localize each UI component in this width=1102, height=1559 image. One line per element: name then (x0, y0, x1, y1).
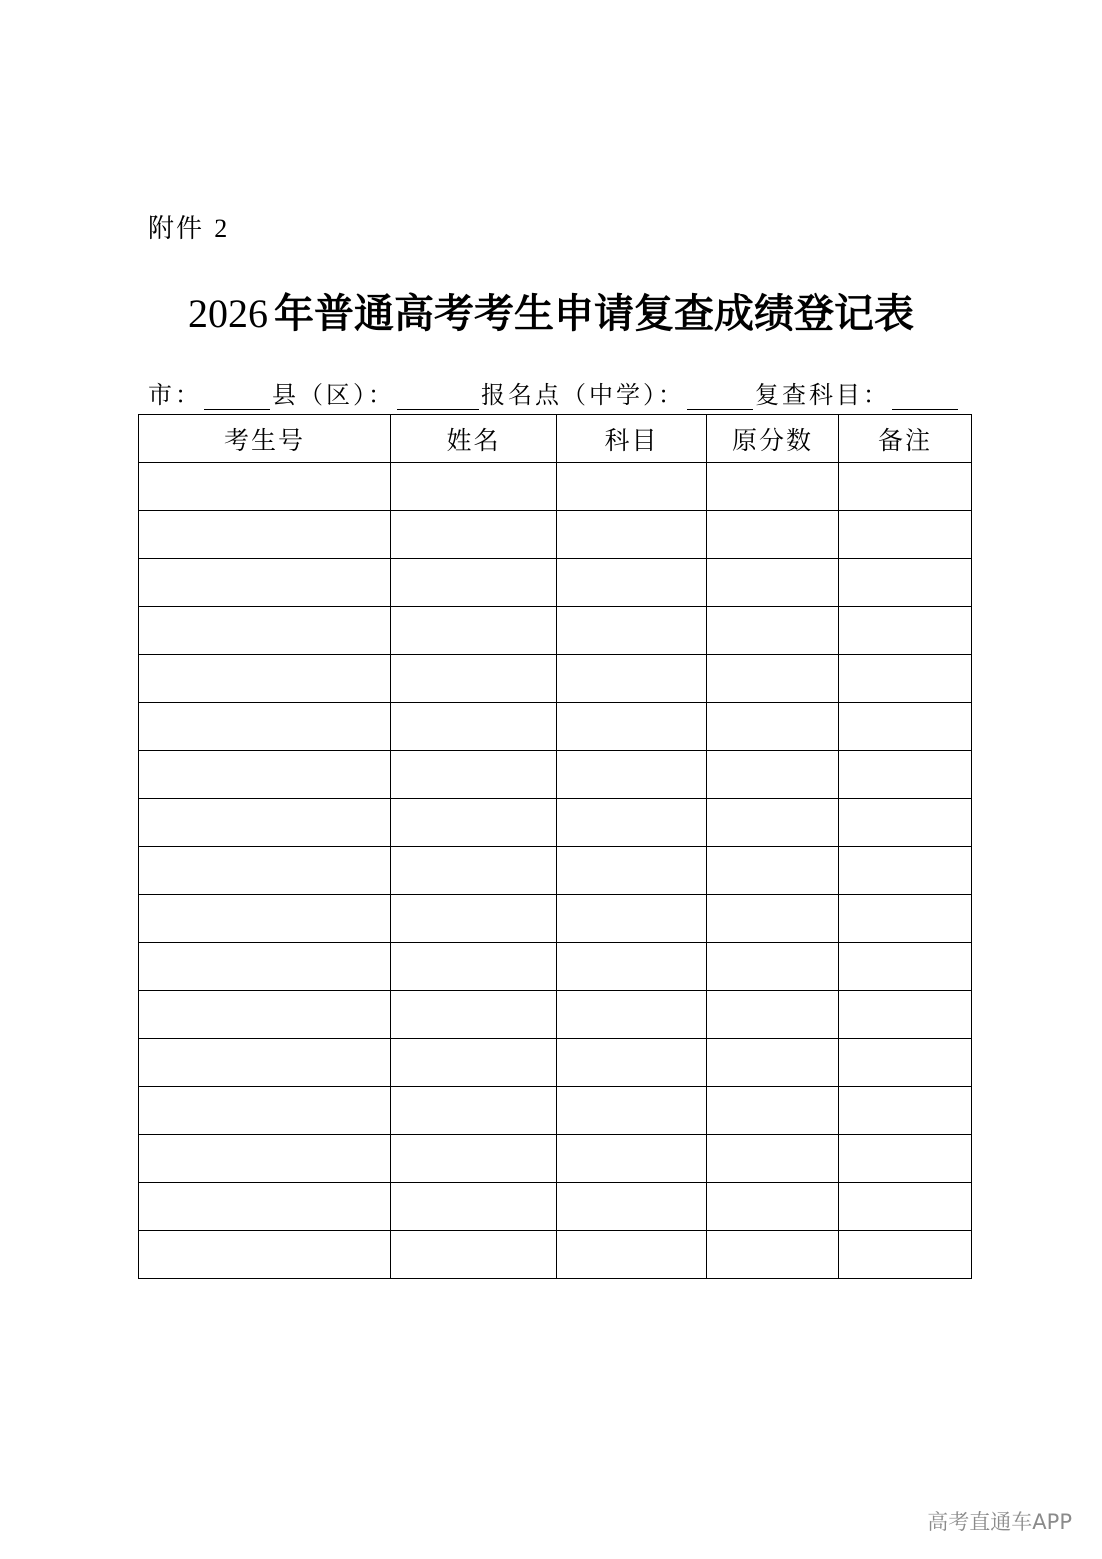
cell-name[interactable] (391, 607, 557, 655)
cell-subject[interactable] (557, 991, 707, 1039)
table-row (139, 1135, 972, 1183)
attachment-label (148, 208, 229, 245)
cell-subject[interactable] (557, 1231, 707, 1279)
cell-subject[interactable] (557, 1183, 707, 1231)
cell-exam-number[interactable] (139, 463, 391, 511)
cell-original-score[interactable] (707, 703, 839, 751)
cell-original-score[interactable] (707, 1087, 839, 1135)
cell-original-score[interactable] (707, 991, 839, 1039)
cell-original-score[interactable] (707, 1135, 839, 1183)
cell-subject[interactable] (557, 1087, 707, 1135)
header-remarks: 备注 (839, 415, 972, 463)
cell-subject[interactable] (557, 799, 707, 847)
cell-remarks[interactable] (839, 1231, 972, 1279)
city-blank[interactable] (204, 383, 270, 410)
cell-exam-number[interactable] (139, 847, 391, 895)
attachment-text: 附件 (148, 214, 205, 244)
cell-remarks[interactable] (839, 847, 972, 895)
cell-exam-number[interactable] (139, 1039, 391, 1087)
table-row (139, 559, 972, 607)
header-original-score: 原分数 (707, 415, 839, 463)
cell-name[interactable] (391, 1183, 557, 1231)
header-name: 姓名 (391, 415, 557, 463)
cell-exam-number[interactable] (139, 991, 391, 1039)
cell-name[interactable] (391, 1039, 557, 1087)
cell-exam-number[interactable] (139, 1231, 391, 1279)
cell-name[interactable] (391, 895, 557, 943)
table-row (139, 847, 972, 895)
cell-subject[interactable] (557, 703, 707, 751)
cell-remarks[interactable] (839, 751, 972, 799)
cell-name[interactable] (391, 463, 557, 511)
cell-remarks[interactable] (839, 799, 972, 847)
cell-remarks[interactable] (839, 1183, 972, 1231)
cell-exam-number[interactable] (139, 751, 391, 799)
cell-remarks[interactable] (839, 1039, 972, 1087)
subject-label: 复查科目： (755, 381, 890, 409)
info-line (148, 376, 968, 410)
table-row (139, 1183, 972, 1231)
cell-subject[interactable] (557, 895, 707, 943)
cell-exam-number[interactable] (139, 559, 391, 607)
cell-original-score[interactable] (707, 607, 839, 655)
cell-original-score[interactable] (707, 511, 839, 559)
registration-table (138, 414, 972, 1279)
cell-subject[interactable] (557, 1135, 707, 1183)
cell-original-score[interactable] (707, 847, 839, 895)
table-row (139, 511, 972, 559)
cell-name[interactable] (391, 943, 557, 991)
cell-name[interactable] (391, 1231, 557, 1279)
header-exam-number: 考生号 (139, 415, 391, 463)
cell-remarks[interactable] (839, 991, 972, 1039)
table-row (139, 895, 972, 943)
cell-remarks[interactable] (839, 1087, 972, 1135)
cell-exam-number[interactable] (139, 1183, 391, 1231)
cell-remarks[interactable] (839, 895, 972, 943)
table-row (139, 799, 972, 847)
cell-exam-number[interactable] (139, 799, 391, 847)
table-row (139, 607, 972, 655)
title-year: 2026 (188, 291, 268, 336)
city-label: 市： (148, 381, 202, 409)
cell-exam-number[interactable] (139, 1135, 391, 1183)
cell-remarks[interactable] (839, 1135, 972, 1183)
cell-remarks[interactable] (839, 943, 972, 991)
cell-name[interactable] (391, 1087, 557, 1135)
cell-name[interactable] (391, 799, 557, 847)
cell-exam-number[interactable] (139, 511, 391, 559)
cell-exam-number[interactable] (139, 703, 391, 751)
cell-remarks[interactable] (839, 703, 972, 751)
attachment-number: 2 (214, 214, 230, 243)
table-row (139, 463, 972, 511)
cell-exam-number[interactable] (139, 655, 391, 703)
school-label: 报名点（中学）： (481, 381, 685, 409)
school-blank[interactable] (687, 383, 753, 410)
cell-name[interactable] (391, 703, 557, 751)
cell-remarks[interactable] (839, 559, 972, 607)
cell-exam-number[interactable] (139, 895, 391, 943)
page-title (0, 282, 1102, 339)
cell-original-score[interactable] (707, 463, 839, 511)
cell-subject[interactable] (557, 559, 707, 607)
cell-remarks[interactable] (839, 463, 972, 511)
cell-original-score[interactable] (707, 655, 839, 703)
cell-remarks[interactable] (839, 655, 972, 703)
header-subject: 科目 (557, 415, 707, 463)
cell-remarks[interactable] (839, 607, 972, 655)
cell-exam-number[interactable] (139, 943, 391, 991)
watermark: 高考直通车APP (927, 1510, 1072, 1534)
cell-original-score[interactable] (707, 799, 839, 847)
registration-table-wrap (138, 414, 972, 1279)
table-row (139, 943, 972, 991)
table-row (139, 703, 972, 751)
cell-subject[interactable] (557, 1039, 707, 1087)
table-row (139, 1231, 972, 1279)
cell-name[interactable] (391, 991, 557, 1039)
table-row (139, 1087, 972, 1135)
table-row (139, 991, 972, 1039)
cell-original-score[interactable] (707, 559, 839, 607)
county-label: 县（区）： (272, 381, 395, 409)
cell-remarks[interactable] (839, 511, 972, 559)
title-text: 年普通高考考生申请复查成绩登记表 (274, 290, 914, 337)
cell-original-score[interactable] (707, 895, 839, 943)
cell-name[interactable] (391, 511, 557, 559)
cell-subject[interactable] (557, 847, 707, 895)
cell-name[interactable] (391, 847, 557, 895)
county-blank[interactable] (397, 383, 479, 410)
cell-exam-number[interactable] (139, 607, 391, 655)
cell-exam-number[interactable] (139, 1087, 391, 1135)
table-row (139, 751, 972, 799)
cell-subject[interactable] (557, 463, 707, 511)
cell-subject[interactable] (557, 943, 707, 991)
cell-name[interactable] (391, 559, 557, 607)
cell-original-score[interactable] (707, 751, 839, 799)
cell-original-score[interactable] (707, 943, 839, 991)
cell-subject[interactable] (557, 751, 707, 799)
cell-original-score[interactable] (707, 1183, 839, 1231)
cell-name[interactable] (391, 1135, 557, 1183)
table-row (139, 655, 972, 703)
cell-subject[interactable] (557, 511, 707, 559)
cell-original-score[interactable] (707, 1039, 839, 1087)
cell-subject[interactable] (557, 655, 707, 703)
cell-original-score[interactable] (707, 1231, 839, 1279)
table-body (139, 463, 972, 1279)
subject-blank[interactable] (892, 383, 958, 410)
cell-name[interactable] (391, 655, 557, 703)
table-header-row (139, 415, 972, 463)
table-row (139, 1039, 972, 1087)
cell-subject[interactable] (557, 607, 707, 655)
cell-name[interactable] (391, 751, 557, 799)
